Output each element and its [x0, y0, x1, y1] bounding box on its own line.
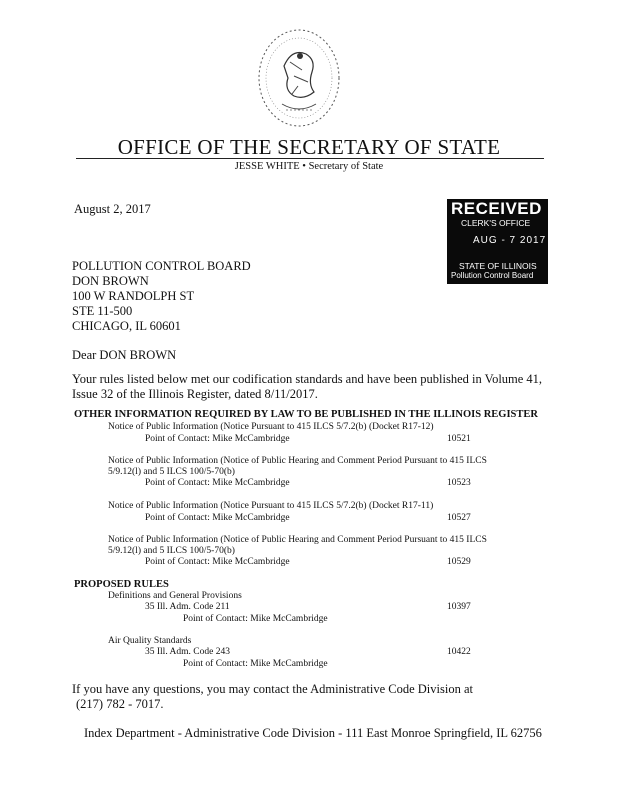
- closing-phone: (217) 782 - 7017.: [76, 697, 164, 711]
- stamp-received: RECEIVED: [451, 199, 542, 218]
- rule-code: 35 Ill. Adm. Code 211: [145, 602, 230, 612]
- intro-line: Your rules listed below met our codification standards and have been published in Volume 41,: [72, 372, 543, 386]
- notice-title-cont: 5/9.12(l) and 5 ILCS 100/5-70(b): [108, 467, 235, 477]
- stamp-state: STATE OF ILLINOIS: [459, 261, 537, 271]
- letter-date: August 2, 2017: [74, 202, 151, 216]
- stamp-clerks-office: CLERK'S OFFICE: [461, 218, 531, 228]
- rule-title: Air Quality Standards: [108, 636, 192, 646]
- title-divider: [76, 158, 544, 159]
- received-stamp: [447, 199, 548, 284]
- notice-title: Notice of Public Information (Notice Pursuant to 415 ILCS 5/7.2(b) (Docket R17-11): [108, 501, 434, 511]
- salutation: Dear DON BROWN: [72, 348, 177, 362]
- rule-contact: Point of Contact: Mike McCambridge: [183, 659, 328, 669]
- officer-line: JESSE WHITE • Secretary of State: [234, 161, 384, 172]
- notice-contact: Point of Contact: Mike McCambridge: [145, 513, 290, 523]
- rule-page: 10397: [447, 602, 471, 612]
- rule-code: 35 Ill. Adm. Code 243: [145, 647, 230, 657]
- address-line: STE 11-500: [72, 304, 133, 318]
- rule-page: 10422: [447, 647, 471, 657]
- rule-contact: Point of Contact: Mike McCambridge: [183, 614, 328, 624]
- section-heading-other-information: OTHER INFORMATION REQUIRED BY LAW TO BE PUBLISHED IN THE ILLINOIS REGISTER: [74, 409, 538, 420]
- state-seal-icon: [254, 26, 344, 130]
- notice-contact: Point of Contact: Mike McCambridge: [145, 434, 290, 444]
- office-title: OFFICE OF THE SECRETARY OF STATE: [117, 135, 501, 159]
- notice-title-cont: 5/9.12(l) and 5 ILCS 100/5-70(b): [108, 546, 235, 556]
- notice-title: Notice of Public Information (Notice Pursuant to 415 ILCS 5/7.2(b) (Docket R17-12): [108, 422, 434, 432]
- address-line: DON BROWN: [72, 274, 149, 288]
- address-line: POLLUTION CONTROL BOARD: [72, 259, 251, 273]
- notice-page: 10521: [447, 434, 471, 444]
- notice-page: 10523: [447, 478, 471, 488]
- address-line: CHICAGO, IL 60601: [72, 319, 181, 333]
- notice-page: 10529: [447, 557, 471, 567]
- notice-contact: Point of Contact: Mike McCambridge: [145, 557, 290, 567]
- intro-line: Issue 32 of the Illinois Register, dated 8/11/2017.: [72, 387, 318, 401]
- closing-line: If you have any questions, you may contact the Administrative Code Division at: [72, 682, 473, 696]
- section-heading-proposed-rules: PROPOSED RULES: [74, 579, 169, 590]
- notice-title: Notice of Public Information (Notice of Public Hearing and Comment Period Pursuant to 415 ILCS: [108, 535, 487, 545]
- rule-title: Definitions and General Provisions: [108, 591, 242, 601]
- stamp-date: AUG - 7 2017: [473, 235, 547, 246]
- stamp-board: Pollution Control Board: [451, 271, 534, 280]
- notice-contact: Point of Contact: Mike McCambridge: [145, 478, 290, 488]
- notice-page: 10527: [447, 513, 471, 523]
- notice-title: Notice of Public Information (Notice of Public Hearing and Comment Period Pursuant to 415 ILCS: [108, 456, 487, 466]
- footer-address: Index Department - Administrative Code Division - 111 East Monroe Springfield, IL 62756: [84, 726, 542, 740]
- address-line: 100 W RANDOLPH ST: [72, 289, 195, 303]
